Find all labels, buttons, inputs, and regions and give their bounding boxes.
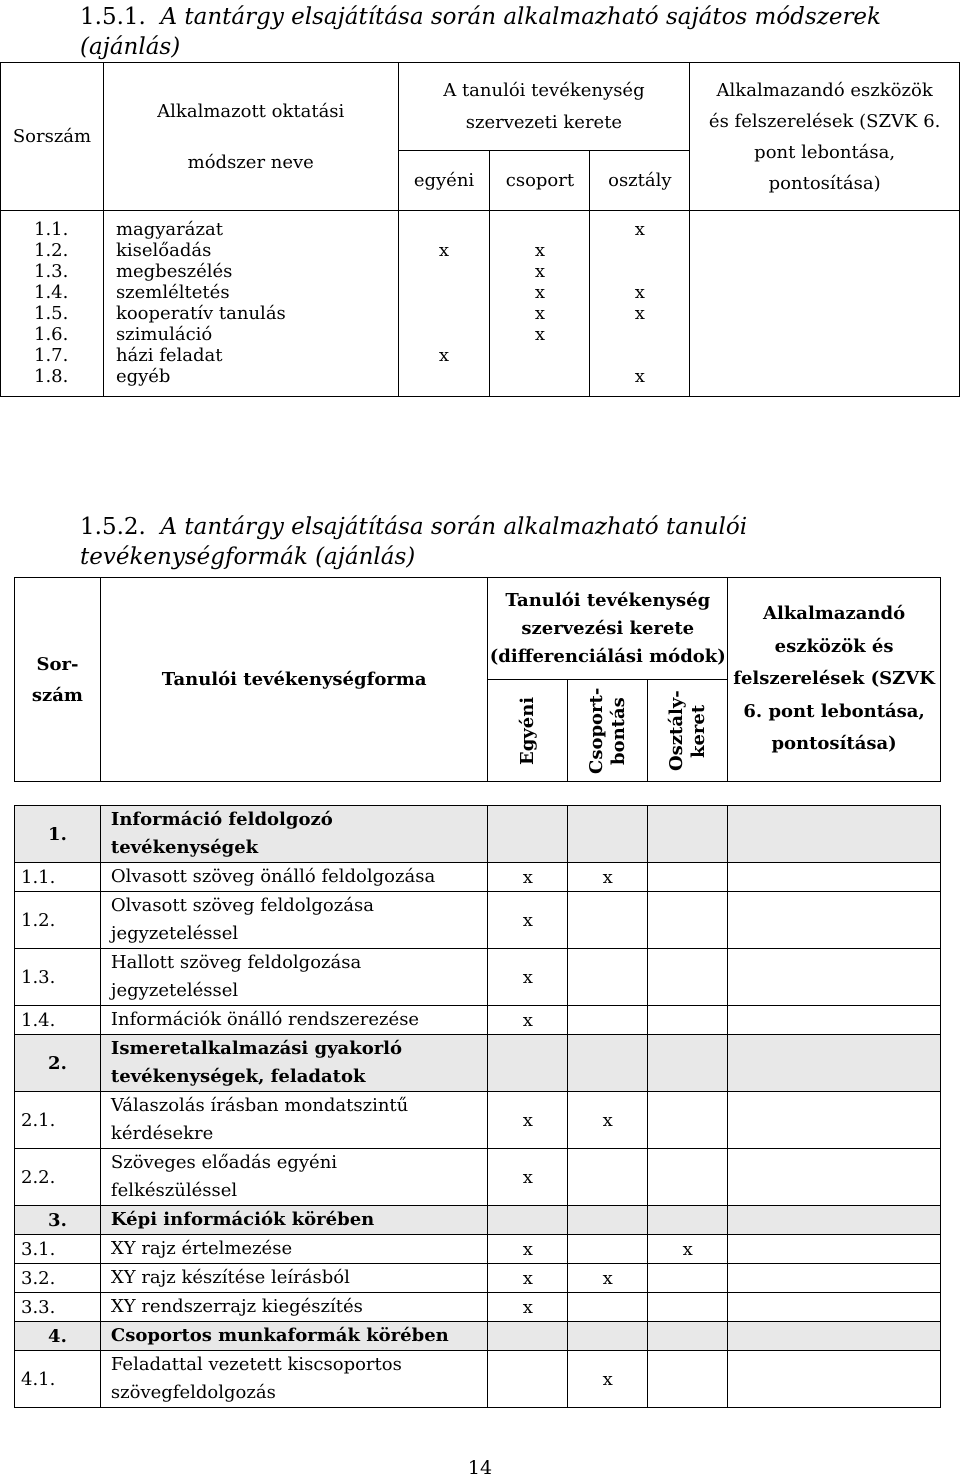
mark-egyeni <box>488 1322 568 1351</box>
method-name: kiselőadás <box>103 240 398 261</box>
header-activity-form: Tanulói tevékenységforma <box>100 578 488 782</box>
row-number: 3.2. <box>15 1264 101 1293</box>
mark-osztaly: x <box>590 303 690 324</box>
heading-number: 1.5.1. <box>80 4 146 30</box>
mark-csoport: x <box>568 863 648 892</box>
activity-name <box>100 892 488 949</box>
mark-egyeni: x <box>398 240 490 261</box>
mark-osztaly: x <box>590 282 690 303</box>
header-tools-line2: és felszerelések (SZVK 6. <box>708 110 941 132</box>
activity-name-line1: Szöveges előadás egyéni <box>110 1152 338 1173</box>
mark-egyeni: x <box>488 1235 568 1264</box>
method-row <box>1 324 960 345</box>
section-heading-1-5-2 <box>80 512 955 572</box>
mark-egyeni <box>488 1035 568 1092</box>
header-method-line1: Alkalmazott oktatási <box>157 100 345 122</box>
tools-cell <box>728 1351 941 1408</box>
header-frame-line3: (differenciálási módok) <box>489 645 726 667</box>
header-osztaly: osztály <box>590 151 690 211</box>
activity-row <box>15 1092 941 1149</box>
activity-name-line2: jegyzeteléssel <box>110 923 239 944</box>
header-tools <box>728 578 941 782</box>
tools-cell <box>728 806 941 863</box>
tools-cell <box>728 1035 941 1092</box>
mark-egyeni <box>488 1206 568 1235</box>
header-frame-line2: szervezési kerete <box>521 617 695 639</box>
row-number: 1.2. <box>15 892 101 949</box>
tools-cell <box>728 1322 941 1351</box>
row-number: 1.4. <box>15 1006 101 1035</box>
activity-name-line2: felkészüléssel <box>110 1180 238 1201</box>
row-number: 1.5. <box>1 303 104 324</box>
activity-name-line2: tevékenységek, feladatok <box>110 1066 366 1087</box>
header-tools-line1: Alkalmazandó <box>763 603 906 625</box>
mark-osztaly <box>590 261 690 282</box>
method-row <box>1 303 960 324</box>
header-sorszam: Sorszám <box>1 63 104 211</box>
activity-name-line1: Válaszolás írásban mondatszintű <box>110 1095 409 1116</box>
header-tools-line3: felszerelések (SZVK <box>733 668 935 690</box>
row-number: 2.1. <box>15 1092 101 1149</box>
activity-name-line1: Feladattal vezetett kiscsoportos <box>110 1354 402 1375</box>
section-row <box>15 1206 941 1235</box>
activity-row <box>15 1293 941 1322</box>
mark-egyeni: x <box>488 949 568 1006</box>
mark-csoport <box>568 1293 648 1322</box>
row-number: 4. <box>15 1322 101 1351</box>
mark-osztaly: x <box>648 1235 728 1264</box>
activity-name <box>100 1264 488 1293</box>
mark-egyeni: x <box>488 1264 568 1293</box>
tools-cell <box>690 282 960 303</box>
mark-csoport: x <box>490 240 590 261</box>
activity-name-line1: Csoportos munkaformák körében <box>110 1325 449 1346</box>
heading-text: A tantárgy elsajátítása során alkalmazható tanulói tevékenységformák (ajánlás) <box>80 514 748 570</box>
row-number: 4.1. <box>15 1351 101 1408</box>
header-tools-line4: 6. pont lebontása, <box>743 700 925 722</box>
mark-osztaly <box>648 949 728 1006</box>
mark-csoport <box>568 949 648 1006</box>
method-name: házi feladat <box>103 345 398 366</box>
mark-csoport <box>568 1206 648 1235</box>
header-tools-line3: pont lebontása, <box>754 141 896 163</box>
row-number: 3. <box>15 1206 101 1235</box>
mark-osztaly <box>648 892 728 949</box>
mark-osztaly <box>648 1264 728 1293</box>
row-number: 1.3. <box>15 949 101 1006</box>
activity-name-line1: XY rendszerrajz kiegészítés <box>110 1296 363 1317</box>
row-number: 1.6. <box>1 324 104 345</box>
mark-egyeni <box>398 219 490 240</box>
mark-csoport <box>568 1035 648 1092</box>
row-number: 1.8. <box>1 366 104 387</box>
tools-cell <box>728 1293 941 1322</box>
activity-name <box>100 1035 488 1092</box>
activity-row <box>15 1351 941 1408</box>
mark-egyeni <box>488 1351 568 1408</box>
tools-cell <box>728 1235 941 1264</box>
mark-csoport: x <box>568 1264 648 1293</box>
method-name: szemléltetés <box>103 282 398 303</box>
mark-egyeni: x <box>488 1293 568 1322</box>
activity-name <box>100 863 488 892</box>
mark-osztaly: x <box>590 366 690 387</box>
heading-text: A tantárgy elsajátítása során alkalmazható sajátos módszerek (ajánlás) <box>80 4 881 60</box>
header-csoport-line1: Csoport- <box>585 687 607 774</box>
mark-egyeni: x <box>398 345 490 366</box>
activity-name-line1: XY rajz értelmezése <box>110 1238 293 1259</box>
mark-csoport: x <box>490 282 590 303</box>
section-row <box>15 1035 941 1092</box>
mark-csoport <box>568 1149 648 1206</box>
mark-egyeni <box>398 261 490 282</box>
activity-name <box>100 806 488 863</box>
mark-egyeni: x <box>488 863 568 892</box>
activity-name-line1: Képi információk körében <box>110 1209 375 1230</box>
activity-name <box>100 1149 488 1206</box>
method-row <box>1 261 960 282</box>
tools-cell <box>728 1149 941 1206</box>
mark-osztaly <box>648 806 728 863</box>
mark-csoport <box>490 219 590 240</box>
activity-row <box>15 1149 941 1206</box>
header-csoport-line2: bontás <box>607 696 629 765</box>
header-tools-line4: pontosítása) <box>768 172 881 194</box>
header-sorszam <box>15 578 101 782</box>
activity-name-line2: tevékenységek <box>110 837 259 858</box>
activity-name-line2: jegyzeteléssel <box>110 980 239 1001</box>
header-tools <box>690 63 960 211</box>
tools-cell <box>690 219 960 240</box>
activity-name-line1: Ismeretalkalmazási gyakorló <box>110 1038 403 1059</box>
activity-row <box>15 1006 941 1035</box>
activity-name <box>100 1206 488 1235</box>
mark-egyeni <box>398 366 490 387</box>
method-name: magyarázat <box>103 219 398 240</box>
tools-cell <box>728 892 941 949</box>
activity-row <box>15 949 941 1006</box>
row-number: 1.1. <box>1 219 104 240</box>
header-egyeni <box>488 680 568 782</box>
activity-name-line1: Olvasott szöveg feldolgozása <box>110 895 374 916</box>
tools-cell <box>690 240 960 261</box>
mark-osztaly <box>648 1206 728 1235</box>
header-csoport-text <box>586 686 630 776</box>
row-number: 2.2. <box>15 1149 101 1206</box>
tools-cell <box>728 1264 941 1293</box>
header-sor-line1: Sor- <box>36 653 79 675</box>
row-number: 1.4. <box>1 282 104 303</box>
section-row <box>15 806 941 863</box>
mark-egyeni <box>398 303 490 324</box>
row-number: 1.2. <box>1 240 104 261</box>
mark-egyeni: x <box>488 1092 568 1149</box>
activity-name-line2: szövegfeldolgozás <box>110 1382 276 1403</box>
tools-cell <box>690 261 960 282</box>
mark-osztaly <box>648 1092 728 1149</box>
section-heading-1-5-1 <box>80 2 950 62</box>
mark-osztaly <box>648 1322 728 1351</box>
mark-csoport <box>568 892 648 949</box>
tools-cell <box>728 949 941 1006</box>
mark-osztaly <box>590 345 690 366</box>
header-frame <box>488 578 728 680</box>
tools-cell <box>728 1006 941 1035</box>
methods-table <box>0 62 960 397</box>
row-number: 2. <box>15 1035 101 1092</box>
tools-cell <box>728 1206 941 1235</box>
activity-name <box>100 1293 488 1322</box>
header-csoport <box>568 680 648 782</box>
mark-osztaly <box>648 1006 728 1035</box>
row-number: 1.1. <box>15 863 101 892</box>
mark-egyeni <box>398 324 490 345</box>
header-frame-line1: Tanulói tevékenység <box>505 589 711 611</box>
header-frame-line1: A tanulói tevékenység <box>443 79 645 101</box>
mark-osztaly <box>590 240 690 261</box>
mark-egyeni: x <box>488 892 568 949</box>
mark-csoport: x <box>490 303 590 324</box>
activity-name <box>100 1092 488 1149</box>
method-row <box>1 240 960 261</box>
method-row <box>1 282 960 303</box>
mark-csoport: x <box>490 324 590 345</box>
header-frame-line2: szervezeti kerete <box>465 111 623 133</box>
method-name: egyéb <box>103 366 398 387</box>
activity-forms-table <box>14 577 941 1408</box>
mark-csoport <box>490 345 590 366</box>
mark-osztaly <box>648 1351 728 1408</box>
row-number: 3.1. <box>15 1235 101 1264</box>
header-egyeni: egyéni <box>398 151 490 211</box>
activity-name <box>100 1006 488 1035</box>
header-osztaly-line1: Osztály- <box>665 690 687 771</box>
header-csoport: csoport <box>490 151 590 211</box>
row-number: 1.3. <box>1 261 104 282</box>
activity-row <box>15 863 941 892</box>
mark-csoport <box>568 1322 648 1351</box>
activity-row <box>15 1235 941 1264</box>
mark-osztaly <box>648 863 728 892</box>
header-tools-line2: eszközök és <box>774 635 894 657</box>
activity-name <box>100 949 488 1006</box>
mark-csoport <box>568 806 648 863</box>
tools-cell <box>690 324 960 345</box>
mark-osztaly: x <box>590 219 690 240</box>
tools-cell <box>690 345 960 366</box>
mark-csoport <box>568 1006 648 1035</box>
activity-row <box>15 1264 941 1293</box>
mark-osztaly <box>590 324 690 345</box>
mark-egyeni: x <box>488 1149 568 1206</box>
mark-egyeni: x <box>488 1006 568 1035</box>
header-method-line2: módszer neve <box>187 151 314 173</box>
mark-csoport <box>490 366 590 387</box>
header-osztaly-line2: keret <box>687 703 709 758</box>
mark-egyeni <box>488 806 568 863</box>
method-row <box>1 366 960 387</box>
row-number: 1. <box>15 806 101 863</box>
row-number: 3.3. <box>15 1293 101 1322</box>
activity-name <box>100 1322 488 1351</box>
mark-csoport <box>568 1235 648 1264</box>
tools-cell <box>728 1092 941 1149</box>
activity-row <box>15 892 941 949</box>
header-tools-line1: Alkalmazandó eszközök <box>716 79 933 101</box>
activity-name-line1: Hallott szöveg feldolgozása <box>110 952 362 973</box>
header-method <box>103 63 398 211</box>
section-row <box>15 1322 941 1351</box>
mark-egyeni <box>398 282 490 303</box>
activity-name <box>100 1351 488 1408</box>
heading-number: 1.5.2. <box>80 514 146 540</box>
mark-osztaly <box>648 1293 728 1322</box>
header-tools-line5: pontosítása) <box>771 733 897 755</box>
method-name: szimuláció <box>103 324 398 345</box>
method-name: megbeszélés <box>103 261 398 282</box>
activity-name-line1: Információ feldolgozó <box>110 809 333 830</box>
mark-osztaly <box>648 1149 728 1206</box>
activity-name-line1: Információk önálló rendszerezése <box>110 1009 420 1030</box>
tools-cell <box>690 303 960 324</box>
activity-name-line1: XY rajz készítése leírásból <box>110 1267 350 1288</box>
tools-cell <box>728 863 941 892</box>
header-frame <box>398 63 690 151</box>
page-number: 14 <box>467 1457 493 1479</box>
mark-csoport: x <box>568 1351 648 1408</box>
activity-name <box>100 1235 488 1264</box>
row-number: 1.7. <box>1 345 104 366</box>
header-sor-line2: szám <box>31 684 83 706</box>
mark-csoport: x <box>490 261 590 282</box>
method-name: kooperatív tanulás <box>103 303 398 324</box>
activity-name-line2: kérdésekre <box>110 1123 214 1144</box>
tools-cell <box>690 366 960 387</box>
header-egyeni-text: Egyéni <box>517 696 539 765</box>
method-row <box>1 219 960 240</box>
mark-osztaly <box>648 1035 728 1092</box>
method-row <box>1 345 960 366</box>
activity-name-line1: Olvasott szöveg önálló feldolgozása <box>110 866 436 887</box>
mark-csoport: x <box>568 1092 648 1149</box>
header-osztaly <box>648 680 728 782</box>
header-osztaly-text <box>666 686 710 776</box>
